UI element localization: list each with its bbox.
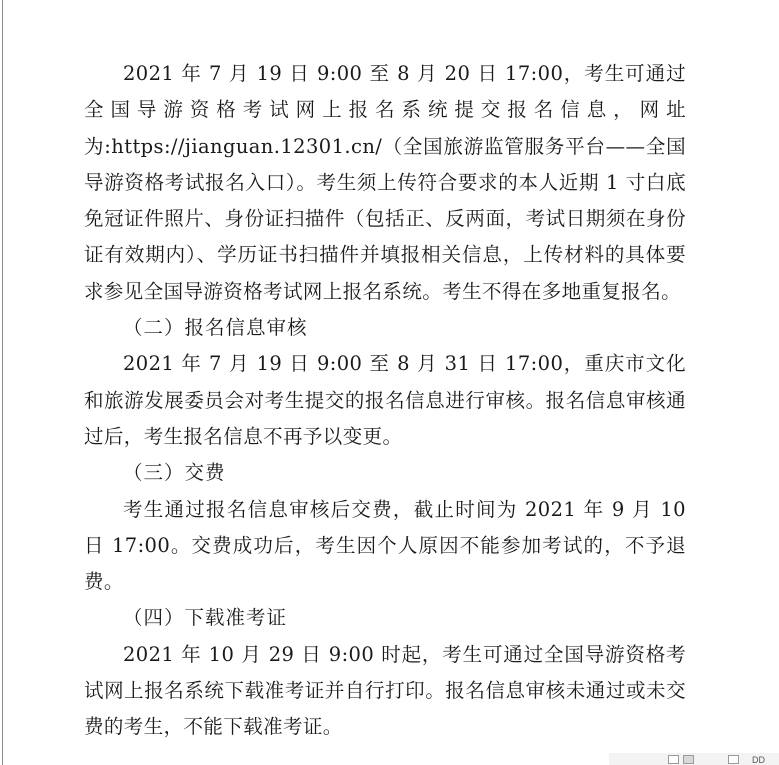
heading-review: （二）报名信息审核 xyxy=(123,316,308,340)
paragraph-payment: 考生通过报名信息审核后交费，截止时间为 2021 年 9 月 10 日 17:00。交费成功后，考生因个人原因不能参加考试的，不予退费。 xyxy=(84,497,686,594)
document-body xyxy=(84,56,686,746)
reading-view-icon[interactable] xyxy=(683,755,694,764)
page-edge-divider xyxy=(2,0,3,765)
layout-icon[interactable] xyxy=(668,755,679,764)
heading-payment: （三）交费 xyxy=(123,461,226,485)
status-page-label: DD xyxy=(752,755,765,765)
paragraph-admission-ticket: 2021 年 10 月 29 日 9:00 时起，考生可通过全国导游资格考试网上报名系统下载准考证并自行打印。报名信息审核未通过或未交费的考生，不能下载准考证。 xyxy=(84,642,686,739)
paragraph-registration: 2021 年 7 月 19 日 9:00 至 8 月 20 日 17:00，考生可通过全国导游资格考试网上报名系统提交报名信息，网址为:https://jianguan.12301.cn/（全国旅游监管服务平台——全国导游资格考试报名入口）。考生须上传符合要求的本人近期 1 寸白底免冠证件照片、身份证扫描件（包括正、反两面，考试日期须在身份证有效期内）、学历证书扫描件并填报相关信息，上传材料的具体要求参见全国导游资格考试网上报名系统。考生不得在多地重复报名。 xyxy=(84,62,686,303)
page-view-icon[interactable] xyxy=(728,755,739,764)
status-bar xyxy=(609,753,779,765)
heading-admission-ticket: （四）下载准考证 xyxy=(123,606,288,630)
paragraph-review: 2021 年 7 月 19 日 9:00 至 8 月 31 日 17:00，重庆市文化和旅游发展委员会对考生提交的报名信息进行审核。报名信息审核通过后，考生报名信息不再予以变更。 xyxy=(84,352,686,448)
